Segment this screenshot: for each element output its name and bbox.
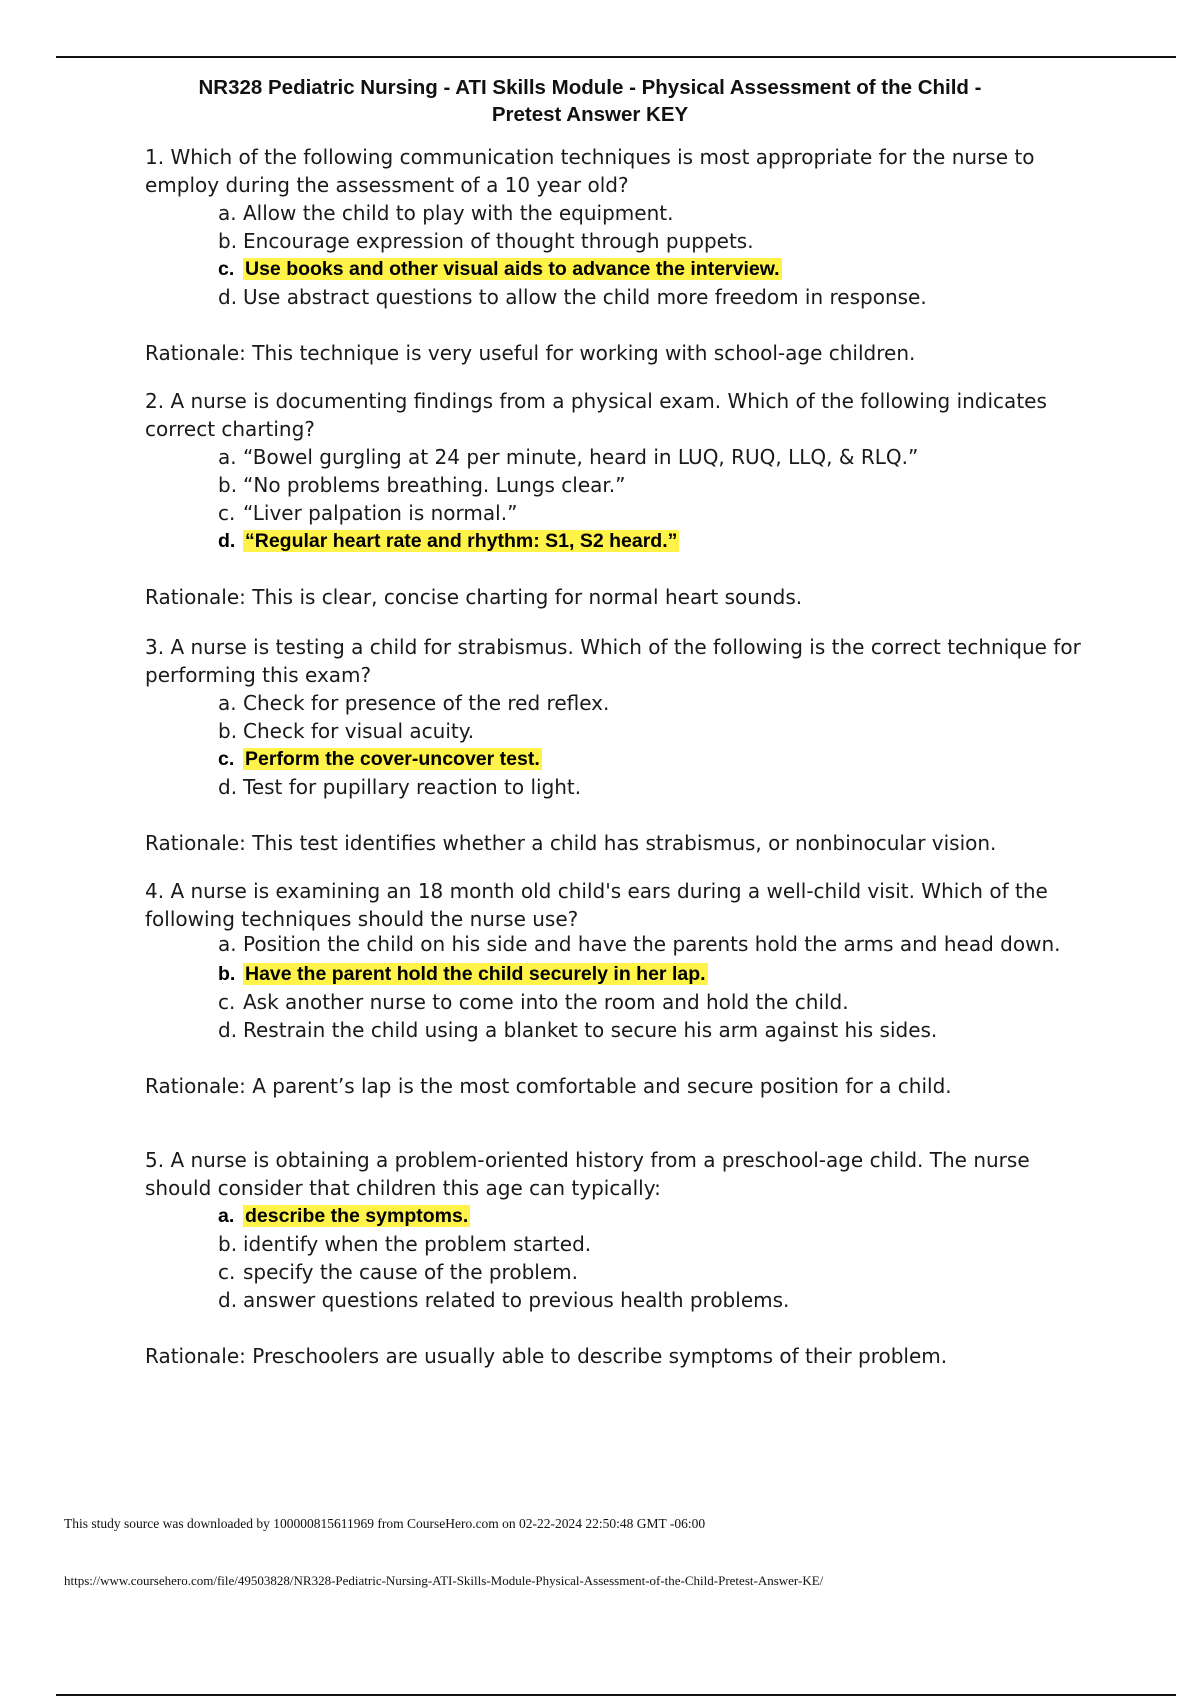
source-url-link[interactable]: https://www.coursehero.com/file/49503828/NR328-Pediatric-Nursing-ATI-Skills-Module-Physical-Assessment-of-the-Child-Pretest-Answer-KE/ [64,1573,824,1588]
download-notice: This study source was downloaded by 100000815611969 from CourseHero.com on 02-22-2024 22:50:48 GMT -06:00 [64,1516,706,1531]
option-c-correct-answer: c. Use books and other visual aids to advance the interview. [218,258,780,280]
question-stem: 2. A nurse is documenting findings from a physical exam. Which of the following indicates correct charting? [145,389,1047,441]
top-rule [56,56,1176,58]
question-3 [145,633,1095,857]
option-a: a. Check for presence of the red reflex. [218,691,610,715]
option-d: d. Restrain the child using a blanket to secure his arm against his sides. [218,1018,938,1042]
question-stem: 5. A nurse is obtaining a problem-oriented history from a preschool-age child. The nurse should consider that children this age can typically: [145,1148,1030,1200]
option-a-correct-answer: a. describe the symptoms. [218,1205,469,1227]
option-b: b. Encourage expression of thought through puppets. [218,229,754,253]
document-title [150,74,1030,128]
question-2 [145,387,1095,611]
option-a: a. Position the child on his side and have the parents hold the arms and head down. [218,932,1061,956]
option-a: a. “Bowel gurgling at 24 per minute, heard in LUQ, RUQ, LLQ, & RLQ.” [218,445,919,469]
title-line-1: NR328 Pediatric Nursing - ATI Skills Module - Physical Assessment of the Child - [198,76,982,99]
question-4 [145,877,1095,1100]
option-b: b. “No problems breathing. Lungs clear.” [218,473,626,497]
title-line-2: Pretest Answer KEY [491,103,689,126]
question-5 [145,1146,1095,1370]
rationale: Rationale: This technique is very useful for working with school-age children. [145,341,916,365]
option-b: b. Check for visual acuity. [218,719,475,743]
option-c: c. specify the cause of the problem. [218,1260,578,1284]
question-stem: 3. A nurse is testing a child for strabismus. Which of the following is the correct technique for performing this exam? [145,635,1081,687]
option-a: a. Allow the child to play with the equipment. [218,201,674,225]
rationale: Rationale: This test identifies whether a child has strabismus, or nonbinocular vision. [145,831,997,855]
option-b-correct-answer: b. Have the parent hold the child securely in her lap. [218,963,706,985]
rationale: Rationale: This is clear, concise charting for normal heart sounds. [145,585,803,609]
question-stem: 4. A nurse is examining an 18 month old child's ears during a well-child visit. Which of the following techniques should the nurse use? [145,879,1048,931]
rationale: Rationale: Preschoolers are usually able to describe symptoms of their problem. [145,1344,948,1368]
option-b: b. identify when the problem started. [218,1232,592,1256]
bottom-rule [56,1694,1176,1696]
option-d: d. Test for pupillary reaction to light. [218,775,582,799]
option-d-correct-answer: d. “Regular heart rate and rhythm: S1, S2 heard.” [218,530,678,552]
question-stem: 1. Which of the following communication techniques is most appropriate for the nurse to employ during the assessment of a 10 year old? [145,145,1035,197]
option-c-correct-answer: c. Perform the cover-uncover test. [218,748,540,770]
rationale: Rationale: A parent’s lap is the most comfortable and secure position for a child. [145,1074,952,1098]
option-d: d. Use abstract questions to allow the child more freedom in response. [218,285,927,309]
option-c: c. “Liver palpation is normal.” [218,501,518,525]
option-d: d. answer questions related to previous health problems. [218,1288,790,1312]
option-c: c. Ask another nurse to come into the room and hold the child. [218,990,849,1014]
question-1 [145,143,1095,367]
